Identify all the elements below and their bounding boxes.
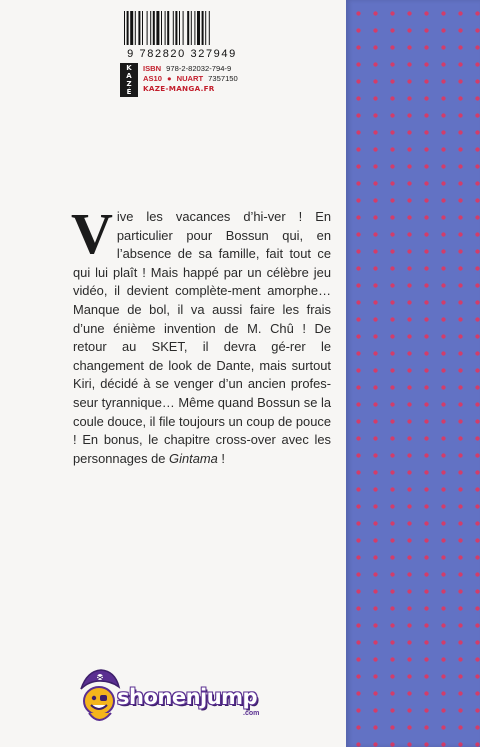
- dropcap: V: [71, 201, 113, 266]
- series-title: Gintama: [169, 450, 218, 466]
- nuart-label: NUART: [176, 74, 204, 83]
- code-row: [143, 74, 253, 84]
- synopsis-end: !: [217, 450, 225, 466]
- pirate-mascot-icon: [75, 667, 123, 729]
- kaze-logo: K A Z É: [120, 63, 138, 97]
- isbn-value: 978-2-82032-794-9: [166, 64, 232, 73]
- shonenjump-logo: [75, 667, 300, 737]
- synopsis: [71, 201, 331, 468]
- nuart-value: 7357150: [208, 74, 238, 83]
- isbn-label: ISBN: [143, 64, 162, 73]
- synopsis-text: ive les vacances d’hi-ver ! En particulier pour Bossun qui, en l’absence de sa famille, fait tout ce qui lui plaît ! Mais happé par un célèbre jeu vidéo, il devient complète-ment amorphe… Manque de bol, il va aussi faire les frais d’une énième invention de M. Chû ! De retour au SKET, il devra gé-rer le changement de look de Dante, mais surtout Kiri, décidé à se venger d’un ancien profes-seur tyrannique… Même quand Bossun se la coule douce, il file toujours un coup de pouce ! En bonus, le chapitre cross-over avec les personnages de: [73, 209, 331, 466]
- publisher-website: KAZE-MANGA.FR: [143, 84, 215, 93]
- separator-dot-icon: ●: [167, 74, 172, 83]
- dotted-spine-panel: [346, 0, 480, 747]
- barcode-digits: 9 782820 327949: [127, 48, 237, 60]
- isbn-block: [143, 64, 253, 94]
- shonenjump-wordmark: shonenjump: [117, 685, 258, 709]
- isbn-row: [143, 64, 253, 74]
- barcode-area: [117, 8, 247, 60]
- as-label: AS10: [143, 74, 162, 83]
- shonenjump-domain-suffix: .com: [243, 710, 260, 717]
- barcode-icon: [123, 11, 241, 45]
